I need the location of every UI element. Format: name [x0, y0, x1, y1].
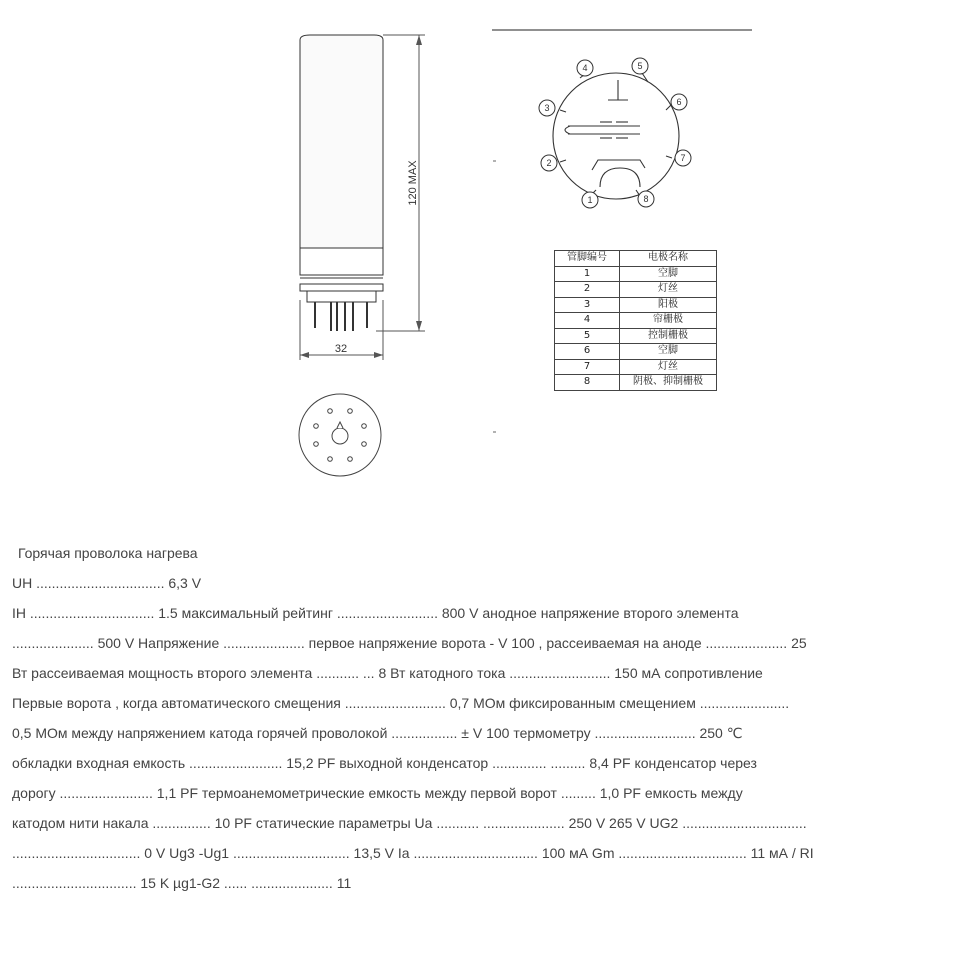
pin-3-label: 3: [544, 103, 550, 113]
height-dimension-label: 120 MAX: [407, 160, 419, 206]
spec-line: катодом нити накала ............... 10 PF статические параметры Ua ........... ..................... 250 V 265 V UG2 ................................: [12, 815, 807, 831]
spec-line: 0,5 МОм между напряжением катода горячей проволокой ................. ± V 100 термометру .......................... 250 ℃: [12, 725, 743, 741]
table-row: [555, 359, 717, 375]
table-row: [555, 266, 717, 282]
spec-line: обкладки входная емкость ........................ 15,2 PF выходной конденсатор .............. ......... 8,4 PF конденсатор через: [12, 755, 757, 771]
table-row: [555, 375, 717, 391]
pin-number: 6: [555, 344, 620, 360]
tube-base-view: [299, 394, 381, 476]
table-header-row: [555, 251, 717, 267]
spec-line: Первые ворота , когда автоматического смещения .......................... 0,7 МОм фиксированным смещением .......................: [12, 695, 790, 711]
spec-line: ................................. 0 V Ug3 -Ug1 .............................. 13,5 V Ia ................................ 100 мА Gm ................................. 11 мА / RI: [12, 845, 814, 861]
pin-5-label: 5: [637, 61, 643, 71]
pin-assignment-table: [554, 250, 717, 391]
electrode-name: 空脚: [620, 344, 717, 360]
spec-text: [12, 538, 962, 898]
table-row: [555, 282, 717, 298]
spec-line: IH ................................ 1.5 максимальный рейтинг .......................... 800 V анодное напряжение второго элемента: [12, 605, 739, 621]
pin-6-label: 6: [676, 97, 682, 107]
electrode-name: 帘栅极: [620, 313, 717, 329]
pin-number: 5: [555, 328, 620, 344]
electrode-name: 空脚: [620, 266, 717, 282]
spec-line: Вт рассеиваемая мощность второго элемента ........... ... 8 Вт катодного тока .......................... 150 мА сопротивление: [12, 665, 763, 681]
pin-number: 1: [555, 266, 620, 282]
table-row: [555, 328, 717, 344]
spec-line: UH ................................. 6,3 V: [12, 575, 202, 591]
spec-line: ................................ 15 K µg1-G2 ...... ..................... 11: [12, 875, 352, 891]
spec-line: ..................... 500 V Напряжение ..................... первое напряжение ворота - V 100 , рассеиваемая на аноде ..................... 25: [12, 635, 807, 651]
diameter-dimension-label: 32: [334, 343, 348, 355]
pin-number: 4: [555, 313, 620, 329]
pin-labels: [539, 58, 691, 208]
table-row: [555, 297, 717, 313]
pin-2-label: 2: [546, 158, 552, 168]
spec-heading: Горячая проволока нагрева: [18, 545, 198, 561]
pin-4-label: 4: [582, 63, 588, 73]
pin-number: 3: [555, 297, 620, 313]
pin-number: 8: [555, 375, 620, 391]
pin-schematic: [553, 70, 682, 199]
spec-line: дорогу ........................ 1,1 PF термоанемометрические емкость между первой ворот ......... 1,0 PF емкость между: [12, 785, 743, 801]
electrode-name: 灯丝: [620, 282, 717, 298]
electrode-name: 灯丝: [620, 359, 717, 375]
electrode-name: 阴极、抑制栅极: [620, 375, 717, 391]
electrode-name: 控制栅极: [620, 328, 717, 344]
table-row: [555, 313, 717, 329]
pin-number: 2: [555, 282, 620, 298]
pin-1-label: 1: [587, 195, 593, 205]
electrode-name: 阳极: [620, 297, 717, 313]
pin-7-label: 7: [680, 153, 686, 163]
pin-8-label: 8: [643, 194, 649, 204]
table-row: [555, 344, 717, 360]
pin-number: 7: [555, 359, 620, 375]
header-pin-number: 管脚编号: [555, 251, 620, 267]
header-electrode-name: 电极名称: [620, 251, 717, 267]
